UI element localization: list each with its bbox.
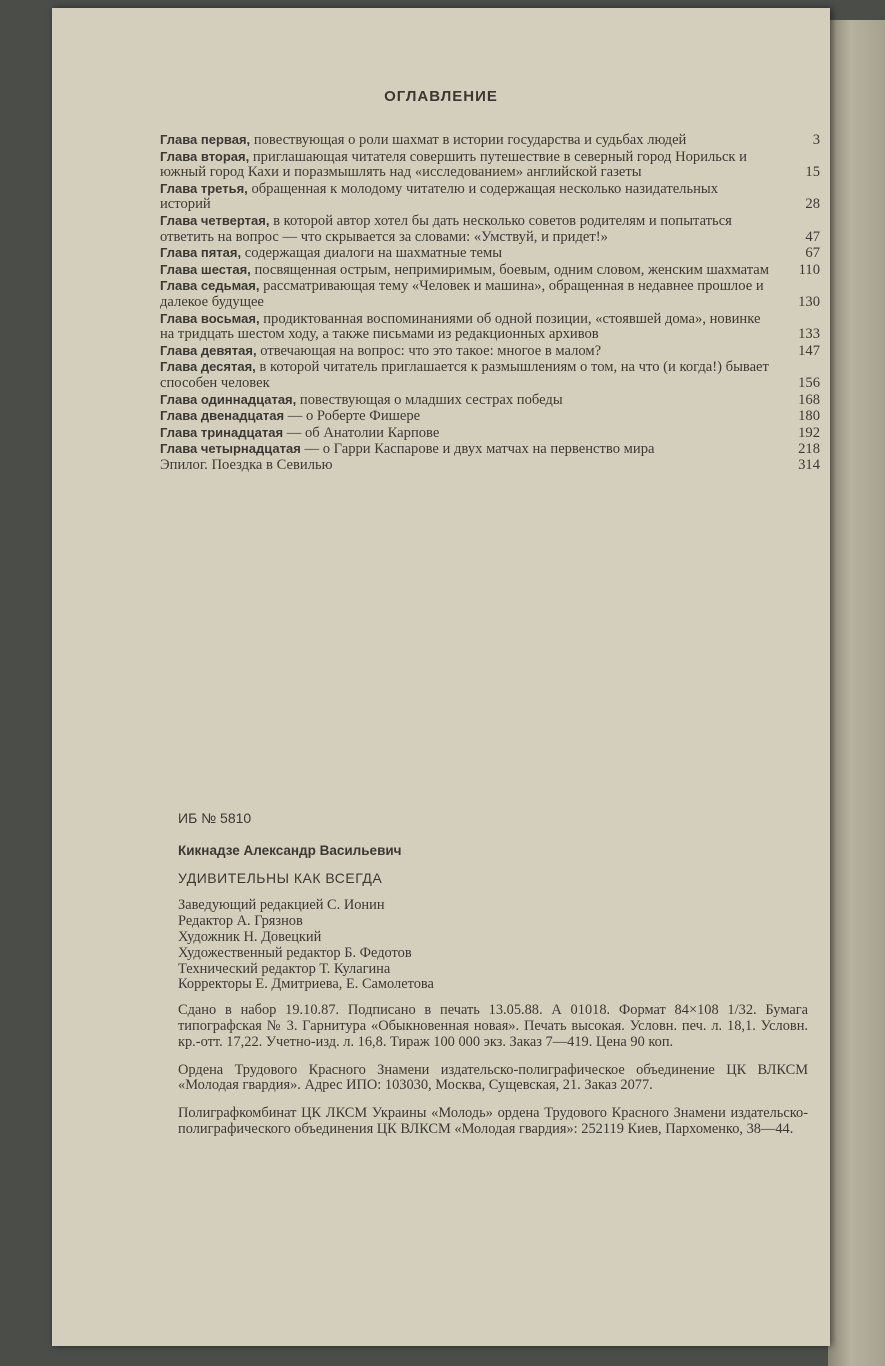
toc-entry-title: — о Роберте Фишере [287,408,421,425]
toc-entry-text [160,408,780,425]
toc-page-number: 156 [798,374,820,391]
imprint [178,811,808,1150]
ib-number: ИБ № 5810 [178,810,252,826]
print-info: Сдано в набор 19.10.87. Подписано в печать 13.05.88. А 01018. Формат 84×108 1/32. Бумага типографская № 3. Гарнитура «Обыкновенная новая». Печать высокая. Условн. печ. л. 18,1. Условн. кр.-отт. 17,22. Учетно-изд. л. 16,8. Тираж 100 000 экз. Заказ 7—419. Цена 90 коп. [178,1002,808,1050]
toc-entry-title: — о Гарри Каспарове и двух матчах на первенство мира [304,441,655,458]
toc-entry-text [160,441,780,458]
toc-entry-label: Глава одиннадцатая, [160,391,297,407]
book-page [52,8,830,1346]
toc-entry-text [160,262,780,279]
toc-entry-label: Глава пятая, [160,245,242,261]
toc-entry-title: — об Анатолии Карпове [286,424,440,441]
toc-entry-title: продиктованная воспоминаниями об одной позиции, «стоявшей дома», новинке на тридцать шестом ходу, а также письмами из редакционных архивов [160,310,761,343]
toc-entry [160,359,820,391]
toc-entry-text [160,311,780,343]
toc-page-number: 180 [798,408,820,425]
toc-entry-text [160,213,780,245]
toc-entry-text [160,149,780,181]
author-name: Кикнадзе Александр Васильевич [178,842,402,858]
toc-entry [160,343,820,360]
toc-entry [160,278,820,310]
credit-line: Художник Н. Довецкий [178,928,322,945]
toc-entry-text [160,181,780,213]
toc-entry-label: Глава первая, [160,132,251,147]
toc-entry-label: Глава третья, [160,180,248,196]
toc-page-number: 218 [798,441,820,458]
toc-page-number: 67 [805,245,820,262]
toc-entry-text [160,392,780,409]
toc-entry-label: Глава тринадцатая [160,424,284,440]
toc-entry-title: Эпилог. Поездка в Севилью [160,456,333,473]
toc-entry-label: Глава четвертая, [160,212,270,228]
toc-entry-label: Глава восьмая, [160,310,260,326]
toc-entry-text [160,458,780,474]
toc-entry-label: Глава девятая, [160,342,257,358]
toc-entry-label: Глава шестая, [160,261,251,277]
toc-entry-title: содержащая диалоги на шахматные темы [244,245,503,262]
toc-entry-title: рассматривающая тему «Человек и машина», обращенная в недавнее прошлое и далекое будущее [160,278,764,310]
book-title: УДИВИТЕЛЬНЫ КАК ВСЕГДА [178,869,383,886]
toc-entry-text [160,359,780,391]
toc-entry [160,408,820,425]
toc-entry [160,425,820,442]
toc-entry-title: в которой автор хотел бы дать несколько советов родителям и попытаться ответить на вопрос — что скрывается за словами: «Умствуй, и придет!» [160,212,732,245]
toc-entry [160,213,820,245]
toc-entry-text [160,245,780,262]
toc-entry [160,149,820,181]
credit-line: Заведующий редакцией С. Ионин [178,897,385,914]
toc-entry [160,181,820,213]
credit-line: Корректоры Е. Дмитриева, Е. Самолетова [178,976,434,993]
toc-title: ОГЛАВЛЕНИЕ [384,88,498,105]
toc-entry-label: Глава десятая, [160,359,256,375]
toc-page-number: 130 [798,293,820,310]
toc-page-number: 168 [798,391,820,408]
toc-page-number: 147 [798,342,820,359]
toc-entry [160,392,820,409]
credit-line: Технический редактор Т. Кулагина [178,960,391,977]
toc-entry-text [160,132,780,149]
toc-entry-title: приглашающая читателя совершить путешествие в северный город Норильск и южный город Кахи и поразмышлять над «исследованием» английской газеты [160,148,747,181]
credit-line: Редактор А. Грязнов [178,913,303,930]
toc-entry [160,262,820,279]
toc-entry-label: Глава вторая, [160,148,250,164]
toc-entry [160,458,820,474]
credit-line: Художественный редактор Б. Федотов [178,944,412,961]
toc-page-number: 28 [805,196,820,213]
toc-entry-text [160,425,780,442]
printer-info: Полиграфкомбинат ЦК ЛКСМ Украины «Молодь» ордена Трудового Красного Знамени издательско-полиграфического объединения ЦК ВЛКСМ «Молодая гвардия»: 252119 Киев, Пархоменко, 38—44. [178,1105,808,1137]
toc-page-number: 110 [798,261,820,278]
toc-entry-text [160,343,780,360]
table-of-contents [160,132,820,473]
credits [178,898,808,993]
toc-entry-title: посвященная острым, непримиримым, боевым, одним словом, женским шахматам [254,261,770,278]
toc-entry-title: повествующая о младших сестрах победы [299,391,563,408]
toc-entry [160,245,820,262]
toc-page-number: 192 [798,424,820,441]
toc-page-number: 15 [805,164,820,181]
publisher-info: Ордена Трудового Красного Знамени издательско-полиграфическое объединение ЦК ВЛКСМ «Молодая гвардия». Адрес ИПО: 103030, Москва, Сущевская, 21. Заказ 2077. [178,1061,808,1094]
toc-entry-text [160,278,780,310]
toc-entry-title: обращенная к молодому читателю и содержащая несколько назидательных историй [160,180,719,213]
toc-page-number: 3 [812,132,820,148]
toc-entry [160,132,820,149]
toc-entry-title: повествующая о роли шахмат в истории государства и судьбах людей [253,132,687,148]
toc-entry [160,311,820,343]
toc-page-number: 314 [798,456,820,473]
toc-entry [160,441,820,458]
toc-page-number: 47 [805,228,820,245]
toc-entry-label: Глава четырнадцатая [160,441,301,457]
page-edge [828,20,885,1366]
toc-entry-title: в которой читатель приглашается к размышлениям о том, на что (и когда!) бывает способен человек [160,359,769,391]
toc-entry-title: отвечающая на вопрос: что это такое: многое в малом? [260,342,602,359]
toc-page-number: 133 [798,326,820,343]
toc-entry-label: Глава седьмая, [160,278,260,294]
toc-entry-label: Глава двенадцатая [160,408,285,424]
